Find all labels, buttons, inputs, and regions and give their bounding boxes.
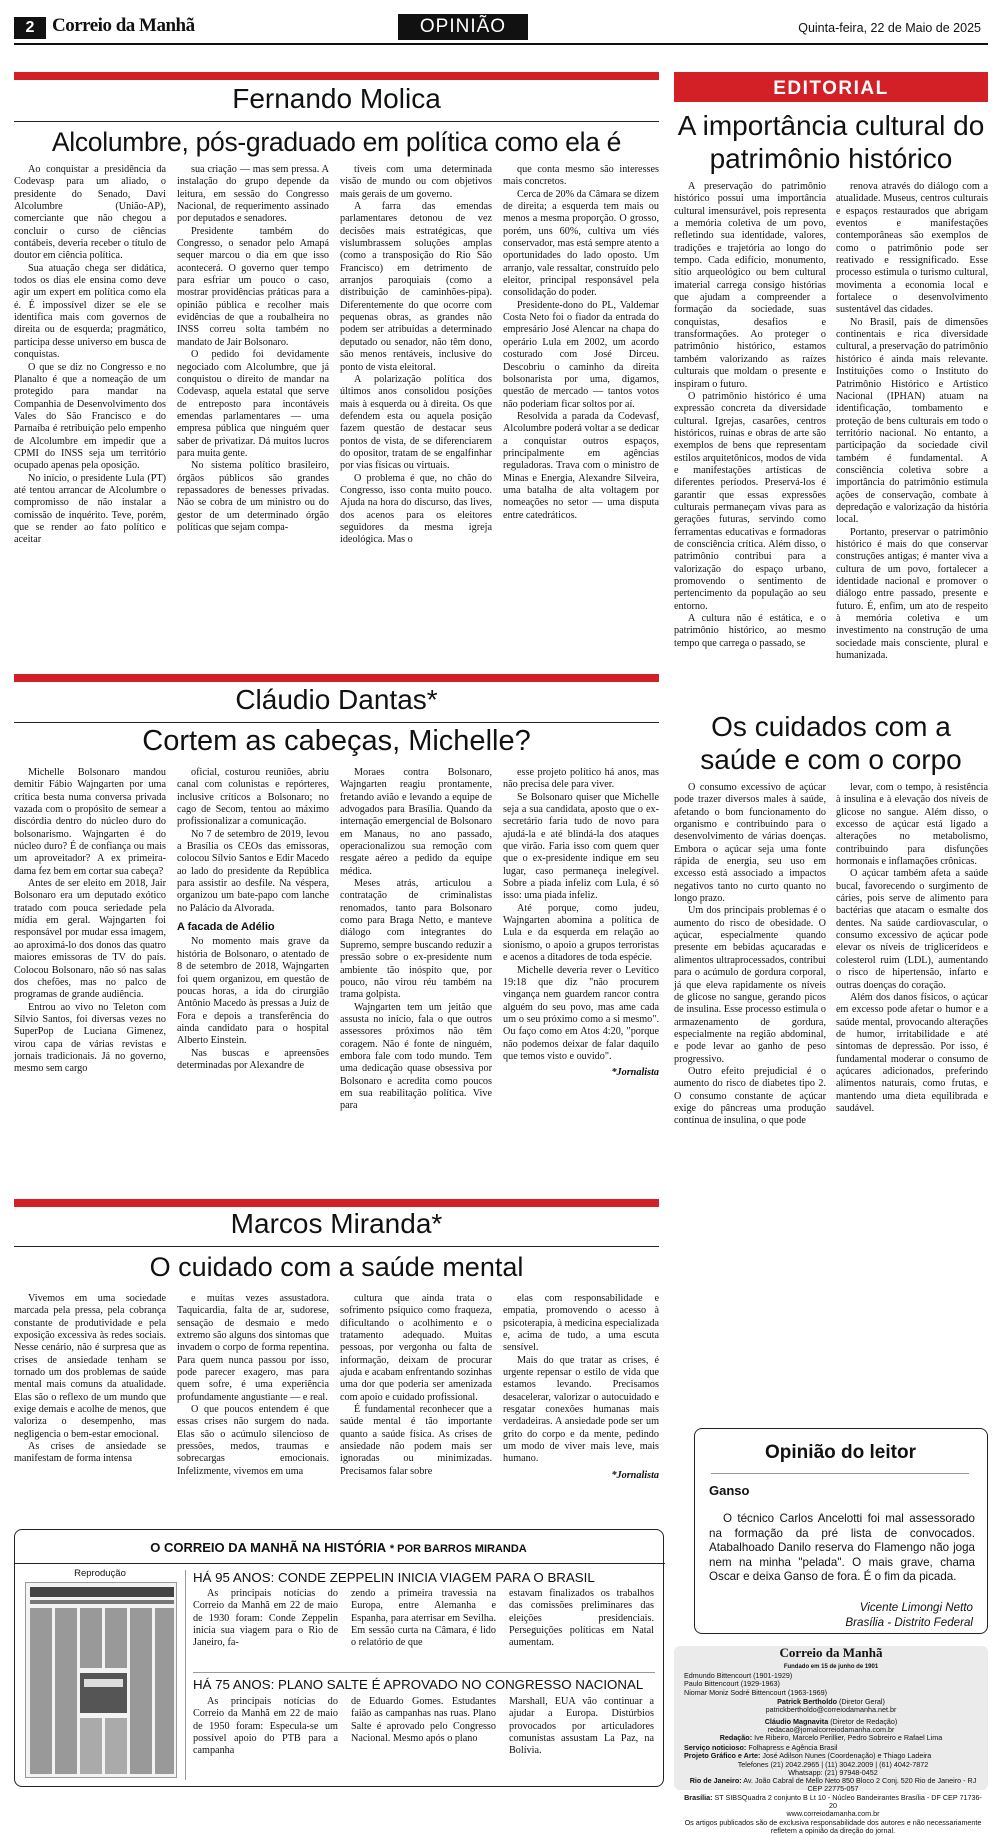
saude-paragraph: levar, com o tempo, à resistência à insulina e à elevação dos níveis de glicose no sangue. Além disso, o excesso de açúcar está ligado a alterações no metabolismo, contribuindo para disfunções hormonais e inflamações crônicas. [836, 782, 988, 868]
redacao-name: Cláudio Magnavita [764, 1716, 829, 1726]
saude-paragraph: O consumo excessivo de açúcar pode trazer diversos males à saúde, afetando o bom funcionamento do organismo e contribuindo para o desenvolvimento de várias doenças. Embora o açúcar seja uma fonte rápida de energia, seu uso em excesso está associado a impactos negativos tanto no curto quanto no longo prazo. [674, 782, 826, 905]
dantas-col-3 [340, 767, 492, 1192]
projeto-label: Projeto Gráfico e Arte: [684, 1751, 761, 1761]
whatsapp: Whatsapp: (21) 97948-0452 [788, 1767, 878, 1777]
director-role: (Diretor Geral) [838, 1697, 885, 1706]
dantas-col-4 [503, 767, 659, 1192]
miranda-headline: O cuidado com a saúde mental [149, 1252, 524, 1282]
servico-label: Serviço noticioso: [684, 1743, 747, 1752]
molica-top-bar [14, 72, 659, 80]
dantas-paragraph: Entrou ao vivo no Teleton com Sílvio Santos, foi diversas vezes no SuperPop de Luciana Gimenez, virou capa de várias revistas e jornais tradicionais. Já no governo, mesmo sem cargo [14, 1001, 166, 1075]
historia-item1-col-1: As principais notícias do Correio da Manhã em 22 de maio de 1930 foram: Conde Zeppelin inicia sua viagem para o Rio de Janeiro, fa- [193, 1588, 338, 1649]
molica-paragraph: tíveis com uma determinada visão de mundo ou com objetivos mais gerais de um governo. [340, 164, 492, 200]
section-label [398, 14, 528, 40]
section-title: OPINIÃO [419, 16, 507, 37]
miranda-signature: *Jornalista [611, 1469, 659, 1481]
miranda-paragraph: elas com responsabilidade e empatia, promovendo o acesso à psicoterapia, à medicina especializada e, acima de tudo, a uma escuta sensível. [503, 1293, 659, 1354]
page-date: Quinta-feira, 22 de Maio de 2025 [798, 21, 981, 35]
repro-label: Reprodução [74, 1568, 126, 1579]
dantas-headline: Cortem as cabeças, Michelle? [142, 725, 531, 757]
molica-paragraph: No sistema político brasileiro, órgãos públicos são grandes repassadores de benesses privadas. Não se cobra de um ministro ou do gestor de um determinado órgão políticas que sejam compa- [177, 460, 329, 533]
dantas-paragraph: Antes de ser eleito em 2018, Jair Bolsonaro era um deputado exótico tratado com pouca seriedade pela mídia em geral. Wajngarten foi responsável por mudar essa imagem, ao aproximá-lo dos donos das quatro maiores emissoras de TV do país. Colocou Bolsonaro, não só nas salas dos chefões, mas no palco de programas de grande audiência. [14, 878, 166, 1001]
miranda-paragraph: cultura que ainda trata o sofrimento psíquico como fraqueza, dificultando o acolhimento e o tratamento adequado. Muitas pessoas, por vergonha ou falta de informação, deixam de procurar ajuda e acabam enfrentando sozinhas uma dor que poderia ser amenizada com apoio e cuidado profissional. [340, 1293, 492, 1403]
molica-paragraph: Presidente-dono do PL, Valdemar Costa Neto foi o fiador da entrada do empresário José Alencar na chapa do operário Lula em 2002, um acordo costurado com José Dirceu. Descobriu o caminho da direita bolsonarista por uma, digamos, questão de mercado — tantos votos não poderiam ficar soltos por aí. [503, 299, 659, 410]
page-number-box [14, 17, 46, 39]
saude-paragraph: O açúcar também afeta a saúde bucal, favorecendo o surgimento de cáries, pois serve de alimento para bactérias que atacam o esmalte dos dentes. Na saúde cardiovascular, o consumo excessivo de açúcar pode elevar os níveis de triglicerídeos e colesterol ruim (LDL), aumentando o risco de hipertensão, infarto e outras doenças do coração. [836, 868, 988, 991]
editorial-label-text: EDITORIAL [773, 78, 889, 99]
editorial-paragraph: Portanto, preservar o patrimônio histórico é mais do que conservar construções antigas; é manter viva a cultura de um povo, fortalecer a identidade nacional e promover o diálogo entre passado, presente e futuro. É, enfim, um ato de respeito à memória coletiva e um investimento na construção de uma sociedade mais consciente, plural e humanizada. [836, 526, 988, 662]
molica-paragraph: Presidente também do Congresso, o senador pelo Amapá sequer marcou o dia em que isso acontecerá. O governo quer tempo para esfriar um pouco o caso, mostrar providências práticas para a opinião pública e recolher mais evidências de que a roubalheira no INSS correu solta também no mandato de Jair Bolsonaro. [177, 225, 329, 348]
founder-1: Edmundo Bittencourt (1901-1929) [684, 1671, 793, 1680]
historia-item-divider [193, 1672, 655, 1673]
molica-paragraph: A farra das emendas parlamentares detonou de vez decisões mais estratégicas, que vislumbrassem soluções amplas (como a transposição do Rio São Francisco) em detrimento de arranjos paroquiais (como a distribuição de caminhões-pipa). Diferentemente do que ocorre com pequenas obras, as grandes não podem ser atribuídas a determinado deputado ou senador, não têm dono, são menos rentáveis, inclusive do ponto de vista eleitoral. [340, 201, 492, 373]
miranda-paragraph: O que poucos entendem é que essas crises não surgem do nada. Elas são o acúmulo silencioso de pressões, medos, traumas e sobrecargas emocionais. Infelizmente, vivemos em uma [177, 1404, 329, 1477]
historia-byline: * POR BARROS MIRANDA [389, 1543, 527, 1555]
servico-value: Folhapress e Agência Brasil [748, 1743, 838, 1752]
saude-col-2 [836, 782, 988, 1352]
dantas-paragraph: Michelle Bolsonaro mandou demitir Fábio Wajngarten por uma crítica besta numa conversa privada vazada com o propósito de semear a discórdia dentro do núcleo duro do bolsonarismo. Wajngarten é do núcleo duro? É de confiança ou mais um aproveitador? A ex primeira-dama fez bem em cortar sua cabeça? [14, 767, 166, 877]
molica-paragraph: O que se diz no Congresso e no Planalto é que a nomeação de um protegido para mandar na Companhia de Desenvolvimento dos Vales do São Francisco e do Parnaíba é retribuição pelo empenho de Alcolumbre em impedir que a CPMI do INSS seja um território ocupado apenas pela oposição. [14, 361, 166, 472]
expediente-box [674, 1645, 988, 1835]
miranda-author: Marcos Miranda* [230, 1208, 443, 1239]
historia-item2-col-2: de Eduardo Gomes. Estudantes faião as campanhas nas ruas. Plano Salte é aprovado pelo Congresso Nacional. Mesmo após o plano [351, 1696, 496, 1745]
molica-paragraph: Resolvida a parada da Codevasf, Alcolumbre poderá voltar a se dedicar a conquistar outros espaços, principalmente em agências reguladoras. Trava com o ministro de Minas e Energia, Alexandre Silveira, uma batalha de alta voltagem por nomeações no setor — uma disputa entre catedráticos. [503, 410, 659, 521]
leitor-location: Brasília - Distrito Federal [845, 1616, 973, 1629]
site-url[interactable]: www.correiodamanha.com.br [786, 1809, 880, 1819]
header-rule [14, 43, 988, 45]
saude-paragraph: Um dos principais problemas é o aumento do risco de obesidade. O açúcar, especialmente quando presente em bebidas açucaradas e alimentos ultraprocessados, contribui para o acúmulo de gordura corporal, já que eleva rapidamente os níveis de glicose no sangue, gerando picos de insulina. Esse processo estimula o armazenamento de gordura, especialmente na região abdominal, e pode levar ao ganho de peso progressivo. [674, 905, 826, 1065]
expediente-director [674, 1698, 988, 1742]
dantas-paragraph: Michelle deveria rever o Levítico 19:18 que diz "não procurem vingança nem guardem rancor contra alguém do seu povo, mas ame cada um o seu próximo como a si mesmo". Ou faço como em Atos 4:20, "porque não podemos deixar de falar daquilo que temos visto e ouvido". [503, 964, 659, 1062]
editorial-label [674, 76, 988, 102]
molica-paragraph: Cerca de 20% da Câmara se dizem de direita; a esquerda tem mais ou menos a mesma proporção. O grosso, porém, uns 60%, cultiva um viés conservador, mas está sempre atento a oportunidades do lado oposto. Um arranjo, vale ressaltar, construído pelo eleitor, principal responsável pela consolidação do poder. [503, 188, 659, 299]
molica-paragraph: sua criação — mas sem pressa. A instalação do grupo depende da leitura, em sessão do Congresso Nacional, de requerimento assinado por deputados e senadores. [177, 164, 329, 225]
miranda-paragraph: Mais do que tratar as crises, é urgente repensar o estilo de vida que estamos levando. Precisamos desacelerar, valorizar o autocuidado e resgatar conexões humanas mais verdadeiras. A ansiedade pode ser um grito do corpo e da mente, pedindo um modo de viver mais leve, mais humano. [503, 1354, 659, 1465]
molica-headline: Alcolumbre, pós-graduado em política como ela é [51, 127, 622, 157]
editorial-headline: A importância cultural do patrimônio histórico [677, 110, 985, 174]
molica-paragraph: A polarização política dos últimos anos consolidou posições mais à esquerda ou à direita. Os que defendem esta ou aquela posição fazem questão de destacar seus pontos de vista, de se diferenciarem do opositor, tratam de se engalfinhar por vias físicas ou virtuais. [340, 373, 492, 472]
expediente-servicos [684, 1744, 982, 1835]
miranda-paragraph: Vivemos em uma sociedade marcada pela pressa, pela cobrança constante de produtividade e pela exposição excessiva às redes sociais. Nesse cenário, não é surpresa que as crises de ansiedade tenham se tornado um dos problemas de saúde mental mais comuns da atualidade. Elas são o reflexo de um mundo que exige demais e acolhe de menos, que valoriza o desempenho, mas negligencia o bem-estar emocional. [14, 1293, 166, 1440]
editorial-paragraph: O patrimônio histórico é uma expressão concreta da diversidade cultural. Igrejas, casarões, centros históricos, ruínas e obras de arte são exemplos de bens que representam estilos arquitetônicos, modos de vida e manifestações artísticas de diferentes períodos. Preservá-los é garantir que essas expressões culturais permaneçam vivas para as gerações futuras, servindo como ferramentas educativas e formadoras de consciência crítica. Além disso, o patrimônio contribui para a valorização do espaço urbano, promovendo o sentimento de pertencimento da população ao seu entorno. [674, 390, 826, 612]
editorial-paragraph: renova através do diálogo com a atualidade. Museus, centros culturais e espaços restaurados que abrigam eventos e manifestações contemporâneas são exemplos de como o patrimônio pode ser reativado e ressignificado. Esse processo estimula o turismo cultural, movimenta a economia local e fortalece o desenvolvimento sustentável das cidades. [836, 181, 988, 316]
expediente-founders [684, 1672, 978, 1697]
bsb-label: Brasília: [684, 1792, 713, 1802]
molica-paragraph: Sua atuação chega ser didática, todos os dias ele ensina como deve agir um expert em política como ela é. É impossível dizer se ele se identifica mais com governos de direita ou de esquerda; pragmático, participa desse universo em busca de conquistas. [14, 262, 166, 361]
redacao-role: (Diretor de Redação) [830, 1716, 898, 1726]
dantas-paragraph: Até porque, como judeu, Wajngarten abomina a política de Lula e da esquerda em relação ao sionismo, o apoio a grupos terroristas e acenos a ditadores de toda espécie. [503, 902, 659, 964]
molica-author: Fernando Molica [232, 83, 441, 114]
miranda-paragraph: e muitas vezes assustadora. Taquicardia, falta de ar, sudorese, sensação de desmaio e medo extremo são alguns dos sintomas que invadem o corpo de forma repentina. Para quem nunca passou por isso, pode parecer exagero, mas para quem sofre, é uma experiência profundamente angustiante — e real. [177, 1293, 329, 1403]
redacao-staff: Ive Ribeiro, Marcelo Perillier, Pedro Sobreiro e Rafael Lima [754, 1733, 943, 1743]
molica-col-4 [503, 164, 659, 654]
historia-heading [15, 1540, 662, 1555]
historia-heading-rule [15, 1563, 665, 1564]
saude-paragraph: Outro efeito prejudicial é o aumento do risco de diabetes tipo 2. O consumo constante de açúcar exige do pâncreas uma produção contínua de insulina, o que pode [674, 1065, 826, 1127]
editorial-col-1 [674, 181, 826, 671]
projeto-value: José Adilson Nunes (Coordenação) e Thiago Ladeira [762, 1751, 932, 1761]
miranda-col-3 [340, 1293, 492, 1513]
historia-item1-col-2: zendo a primeira travessia na Europa, entre Alemanha e Espanha, para aterrisar em Sevilha. Em sessão curta na Câmara, é lido o relatório de que [351, 1588, 496, 1649]
disclaimer: Os artigos publicados são de exclusiva responsabilidade dos autores e não necessariamente refletem a opinião da direção do jornal. [684, 1817, 982, 1835]
historia-item2-col-1: As principais notícias do Correio da Manhã em 22 de maio de 1950 foram: Especula-se um possível apoio do PTB para a campanha [193, 1696, 338, 1757]
saude-headline: Os cuidados com a saúde e com o corpo [700, 711, 962, 775]
dantas-paragraph: oficial, costurou reuniões, abriu canal com colunistas e repórteres, inclusive críticos a Bolsonaro; no cago de Secom, tentou ao máximo profissionalizar a comunicação. [177, 767, 329, 828]
rio-address: Av. João Cabral de Mello Neto 850 Bloco 2 Conj. 520 Rio de Janeiro - RJ CEP 22775-057 [743, 1776, 977, 1794]
dantas-signature: *Jornalista [611, 1067, 659, 1079]
molica-col-3 [340, 164, 492, 654]
dantas-paragraph: Se Bolsonaro quiser que Michelle seja a sua candidata, aposto que o ex-secretário faria tudo de novo para ajudá-la e até blindá-la dos ataques que virão. Faria isso com quem quer que o ex-presidente indique em seu lugar, caso permaneça inelegível. Sobre a piada infeliz com Lula, é só isso: uma piada infeliz. [503, 791, 659, 902]
director-name: Patrick Bertholdo [777, 1697, 837, 1706]
editorial-col-2 [836, 181, 988, 671]
page-number: 2 [25, 19, 35, 36]
dantas-paragraph: No 7 de setembro de 2019, levou a Brasília os CEOs das emissoras, colocou Sílvio Santos e Edir Macedo ao lado do presidente da República para assistir ao desfile. Na véspera, organizou um bate-papo com lanche no Palácio da Alvorada. [177, 828, 329, 914]
molica-paragraph: Ao conquistar a presidência da Codevasp para um aliado, o presidente do Senado, Davi Alcolumbre (União-AP), comerciante que não chegou a concluir o curso de ciências contábeis, deveria receber o título de doutor em ciência política. [14, 164, 166, 262]
editorial-paragraph: No Brasil, país de dimensões continentais e rica diversidade cultural, a preservação do patrimônio histórico é ainda mais relevante. Instituições como o Instituto do Patrimônio Histórico e Artístico Nacional (IPHAN) atuam na identificação, tombamento e proteção de bens culturais em todo o território nacional. No entanto, a participação da sociedade civil também é fundamental. A consciência coletiva sobre a importância do patrimônio estimula ações de conservação, combate à depredação e valorização da história local. [836, 316, 988, 526]
leitor-subject: Ganso [709, 1483, 750, 1498]
founder-3: Niomar Moniz Sodré Bittencourt (1963-1969) [684, 1687, 828, 1697]
dantas-paragraph: esse projeto político há anos, mas não precisa dele para viver. [503, 767, 659, 791]
dantas-author: Cláudio Dantas* [235, 684, 438, 715]
leitor-box [694, 1428, 988, 1634]
molica-paragraph: O pedido foi devidamente negociado com Alcolumbre, que já conquistou o direito de mandar na Codevasp, aquela estatal que serve de entreposto para incontáveis emendas parlamentares — uma empresa pública que ninguém quer saber de privatizar. Dá muitos lucros para muita gente. [177, 349, 329, 459]
leitor-heading-rule [711, 1473, 969, 1474]
historia-item1-col-3: estavam finalizados os trabalhos das comissões preliminares das eleições presidenciais. Perseguições políticas em Natal aumentam. [509, 1588, 654, 1649]
miranda-top-bar [14, 1199, 659, 1207]
redacao-label: Redação: [719, 1733, 753, 1743]
dantas-col-2 [177, 767, 329, 1192]
editorial-paragraph: A preservação do patrimônio histórico possui uma importância cultural imensurável, pois representa a memória coletiva de um povo, refletindo sua identidade, valores, tradições e trajetória ao longo do tempo. Cada edifício, monumento, sítio arqueológico ou bem cultural imaterial carrega consigo histórias que ajudam a compreender a formação da sociedade, suas conquistas, desafios e transformações. Ao proteger o patrimônio histórico, estamos também valorizando as raízes culturais que moldam o presente e inspiram o futuro. [674, 181, 826, 390]
editorial-paragraph: A cultura não é estática, e o patrimônio histórico, ao mesmo tempo que carrega o passado, se [674, 613, 826, 649]
miranda-author-rule [14, 1246, 659, 1247]
dantas-paragraph: Moraes contra Bolsonaro, Wajngarten reagiu prontamente, fretando avião e levando a equipe de advogados para Brasília. Quando da internação emergencial de Bolsonaro em Manaus, no ano passado, operacionalizou sua remoção com resgate aéreo a pedido da equipe médica. [340, 767, 492, 877]
dantas-col-1 [14, 767, 166, 1192]
dantas-subhead: A facada de Adélio [177, 921, 275, 934]
leitor-heading: Opinião do leitor [765, 1442, 916, 1463]
expediente-logo: Correio da Manhã [779, 1645, 883, 1660]
historia-title: O CORREIO DA MANHÃ NA HISTÓRIA [150, 1540, 387, 1555]
historia-box [14, 1529, 664, 1787]
historia-item2-title: HÁ 75 ANOS: PLANO SALTE É APROVADO NO CONGRESSO NACIONAL [193, 1677, 644, 1692]
dantas-paragraph: Meses atrás, articulou a contratação de criminalistas renomados, tanto para Bolsonaro como para Braga Netto, e manteve diálogo com integrantes do Supremo, sempre buscando reduzir a pressão sobre o ex-presidente num ambiente tão inóspito que, por pouco, não virou réu também na trama golpista. [340, 878, 492, 1001]
dantas-paragraph: No momento mais grave da história de Bolsonaro, o atentado de 8 de setembro de 2018, Wajngarten foi quem organizou, em questão de poucas horas, a ida do cirurgião Antônio Macedo às pressas a Juiz de Fora e depois a transferência do ainda candidato para o hospital Alberto Einstein. [177, 936, 329, 1047]
newspaper-reproduction-image [25, 1582, 177, 1778]
dantas-paragraph: Wajngarten tem um jeitão que assusta no início, fala o que outros assessores próximos não têm coragem. Não é fonte de ninguém, embora fale com todo mundo. Tem uma dedicação quase obsessiva por Bolsonaro e acredita como poucos em sua reabilitação política. Vive para [340, 1001, 492, 1112]
historia-divider [185, 1570, 186, 1780]
brand-logo: Correio da Manhã [52, 15, 195, 36]
saude-col-1 [674, 782, 826, 1352]
miranda-col-1 [14, 1293, 166, 1513]
rio-label: Rio de Janeiro: [689, 1776, 742, 1786]
molica-author-rule [14, 121, 659, 122]
bsb-address: ST SIBSQuadra 2 conjunto B Lt 10 - Núcleo Bandeirantes Brasília - DF CEP 71736-20 [714, 1792, 982, 1811]
historia-item2-col-3: Marshall, EUA vão continuar a ajudar a Europa. Distúrbios provocados por articuladores comunistas assustam La Paz, na Bolívia. [509, 1696, 654, 1757]
miranda-col-4 [503, 1293, 659, 1513]
miranda-paragraph: As crises de ansiedade se manifestam de forma intensa [14, 1441, 166, 1465]
historia-item1-title: HÁ 95 ANOS: CONDE ZEPPELIN INICIA VIAGEM PARA O BRASIL [193, 1570, 595, 1585]
saude-paragraph: Além dos danos físicos, o açúcar em excesso pode afetar o humor e a saúde mental, provocando alterações de humor, irritabilidade e até sintomas de depressão. Por isso, é fundamental moderar o consumo de açúcares adicionados, preferindo alimentos naturais, como frutas, e mantendo uma dieta equilibrada e saudável. [836, 991, 988, 1114]
expediente-founded: Fundado em 15 de junho de 1901 [783, 1664, 879, 1670]
molica-col-1 [14, 164, 166, 654]
leitor-author: Vicente Limongi Netto [859, 1601, 973, 1614]
molica-paragraph: No início, o presidente Lula (PT) até tentou arrancar de Alcolumbre o compromisso de não instalar a comissão de inquérito. Teve, porém, que se render ao fato político e aceitar [14, 472, 166, 546]
molica-paragraph: O problema é que, no chão do Congresso, isso conta muito pouco. Ajuda na hora do discurso, das lives, dos acenos para os eleitores seguidores da mesma igreja ideológica. Mas o [340, 472, 492, 546]
miranda-col-2 [177, 1293, 329, 1513]
dantas-top-bar [14, 674, 659, 682]
newspaper-thumbnail-graphic [26, 1583, 178, 1779]
dantas-paragraph: Nas buscas e apreensões determinadas por Alexandre de [177, 1047, 329, 1071]
redacao-email: redacao@jornalcorreiodamanha.com.br [767, 1724, 895, 1734]
founder-2: Paulo Bittencourt (1929-1963) [684, 1679, 780, 1689]
dantas-author-rule [14, 722, 659, 723]
leitor-text: O técnico Carlos Ancelotti foi mal assessorado na formação da pré lista de convocados. Atabalhoado Danilo reserva do Flamengo não joga nem na minha "pelada". O mais grave, chama Oscar e deixa Ganso de fora. É o fim da picada. [709, 1512, 975, 1584]
telefones: Telefones (21) 2042.2965 | (11) 3042.2009 | (61) 4042-7872 [737, 1759, 929, 1769]
molica-col-2 [177, 164, 329, 654]
molica-paragraph: que conta mesmo são interesses mais concretos. [503, 164, 659, 188]
miranda-paragraph: É fundamental reconhecer que a saúde mental é tão importante quanto a saúde física. As crises de ansiedade não podem mais ser ignoradas ou minimizadas. Precisamos falar sobre [340, 1404, 492, 1477]
director-email: patrickbertholdo@correiodamanha.net.br [765, 1705, 897, 1715]
